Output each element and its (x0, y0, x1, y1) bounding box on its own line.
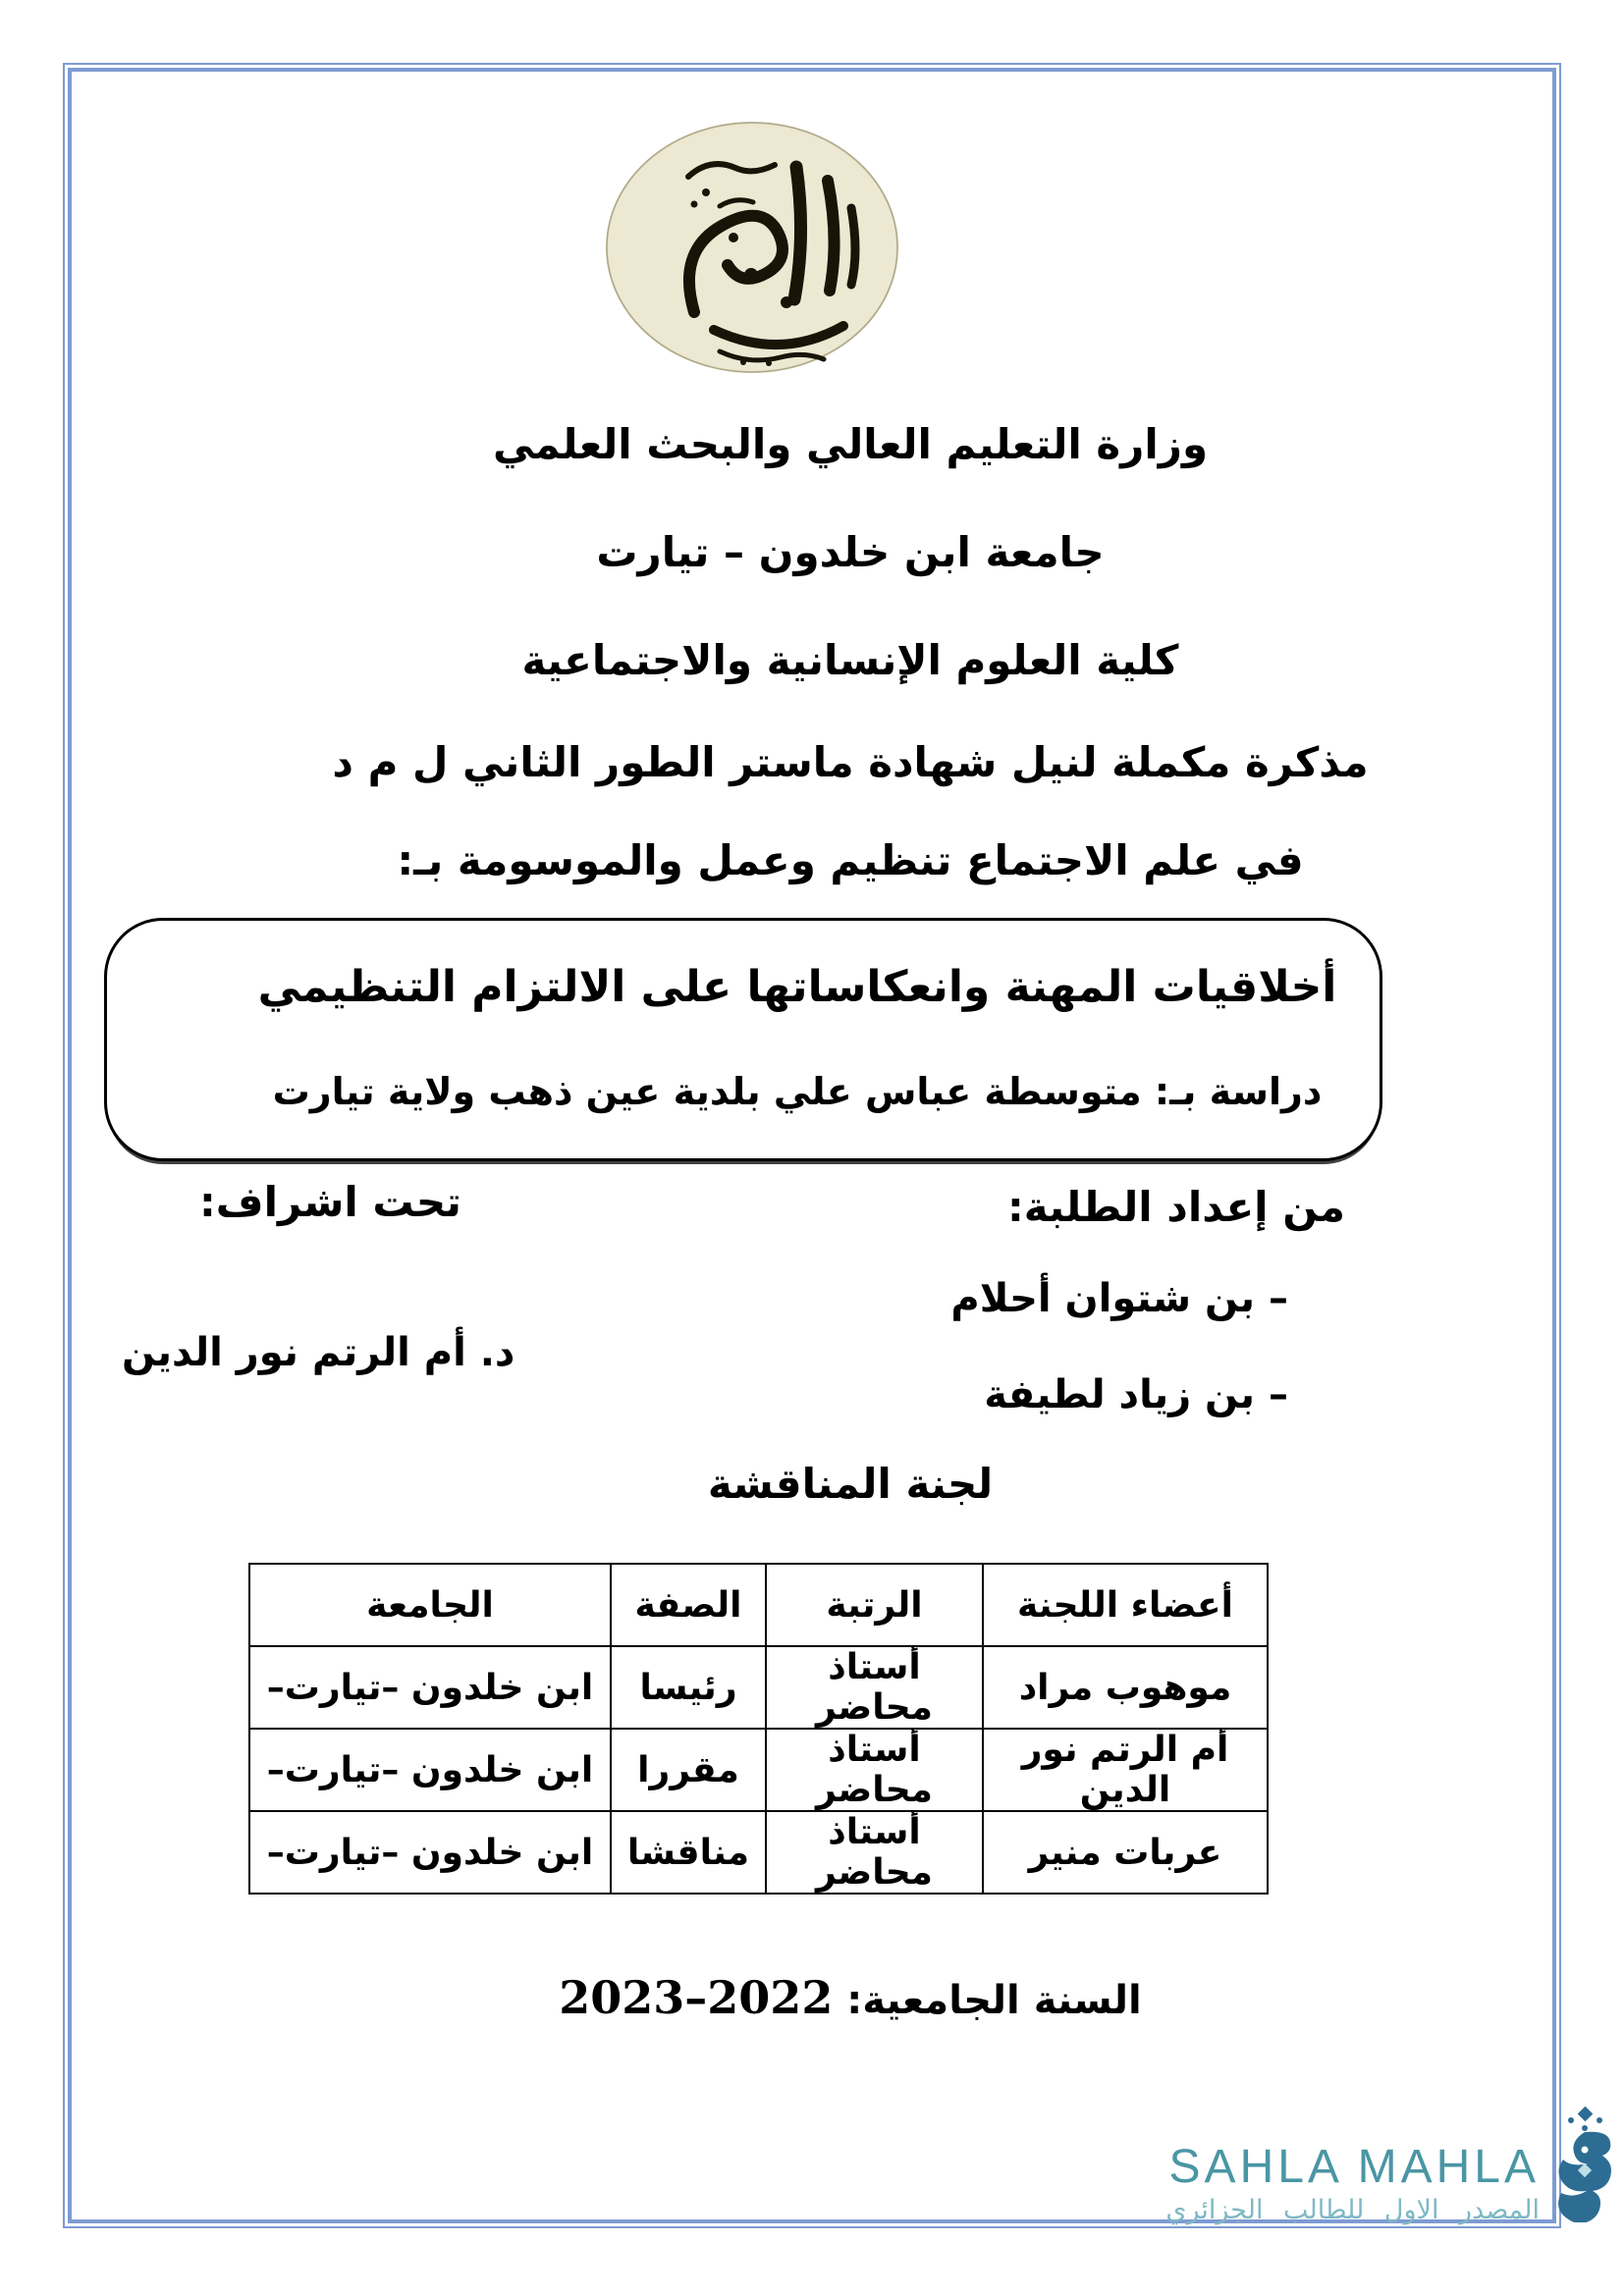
university-seal-logo (604, 120, 900, 375)
table-row (249, 1729, 1268, 1811)
member-role: مناقشا (611, 1811, 766, 1894)
ministry-line: وزارة التعليم العالي والبحث العلمي (492, 420, 1209, 468)
memo-line: مذكرة مكملة لنيل شهادة ماستر الطور الثاني ل م د (332, 738, 1369, 786)
university-line: جامعة ابن خلدون – تيارت (596, 528, 1105, 576)
sahla-mahla-brand: SAHLA MAHLA (1168, 2141, 1540, 2193)
thesis-subtitle: دراسة بـ: متوسطة عباس علي بلدية عين ذهب ولاية تيارت (272, 1070, 1323, 1113)
member-rank: أستاذ محاضر (766, 1729, 983, 1811)
committee-table (248, 1563, 1269, 1895)
committee-heading: لجنة المناقشة (707, 1460, 994, 1508)
supervisor-label: تحت اشراف: (199, 1178, 461, 1226)
member-role: مقررا (611, 1729, 766, 1811)
member-university: ابن خلدون –تيارت– (249, 1811, 611, 1894)
thesis-title: أخلاقيات المهنة وانعكاساتها على الالتزام التنظيمي (257, 962, 1337, 1012)
table-row (249, 1811, 1268, 1894)
students-label: من إعداد الطلبة: (1007, 1183, 1345, 1231)
col-header-role: الصفة (611, 1564, 766, 1646)
member-university: ابن خلدون –تيارت– (249, 1646, 611, 1729)
table-row (249, 1646, 1268, 1729)
member-name: أم الرتم نور الدين (983, 1729, 1268, 1811)
member-name: موهوب مراد (983, 1646, 1268, 1729)
sahla-mahla-tagline: المصدر الاول للطالب الجزائري (1165, 2195, 1540, 2225)
member-university: ابن خلدون –تيارت– (249, 1729, 611, 1811)
table-header-row (249, 1564, 1268, 1646)
col-header-rank: الرتبة (766, 1564, 983, 1646)
field-line: في علم الاجتماع تنظيم وعمل والموسومة بـ: (397, 836, 1304, 884)
faculty-line: كلية العلوم الإنسانية والاجتماعية (521, 636, 1179, 684)
thesis-title-box (104, 918, 1382, 1161)
supervisor-name: د. أم الرتم نور الدين (122, 1330, 515, 1375)
member-role: رئيسا (611, 1646, 766, 1729)
member-name: عربات منير (983, 1811, 1268, 1894)
academic-year-label: السنة الجامعية: (846, 1978, 1142, 2023)
col-header-members: أعضاء اللجنة (983, 1564, 1268, 1646)
student-name-2: – بن زياد لطيفة (984, 1372, 1288, 1417)
academic-year-line (65, 1971, 1561, 2024)
sahla-mahla-emblem-icon (1549, 2107, 1620, 2222)
member-rank: أستاذ محاضر (766, 1811, 983, 1894)
col-header-university: الجامعة (249, 1564, 611, 1646)
academic-year-value: 2022–2023 (559, 1971, 834, 2024)
member-rank: أستاذ محاضر (766, 1646, 983, 1729)
student-name-1: – بن شتوان أحلام (950, 1276, 1288, 1321)
